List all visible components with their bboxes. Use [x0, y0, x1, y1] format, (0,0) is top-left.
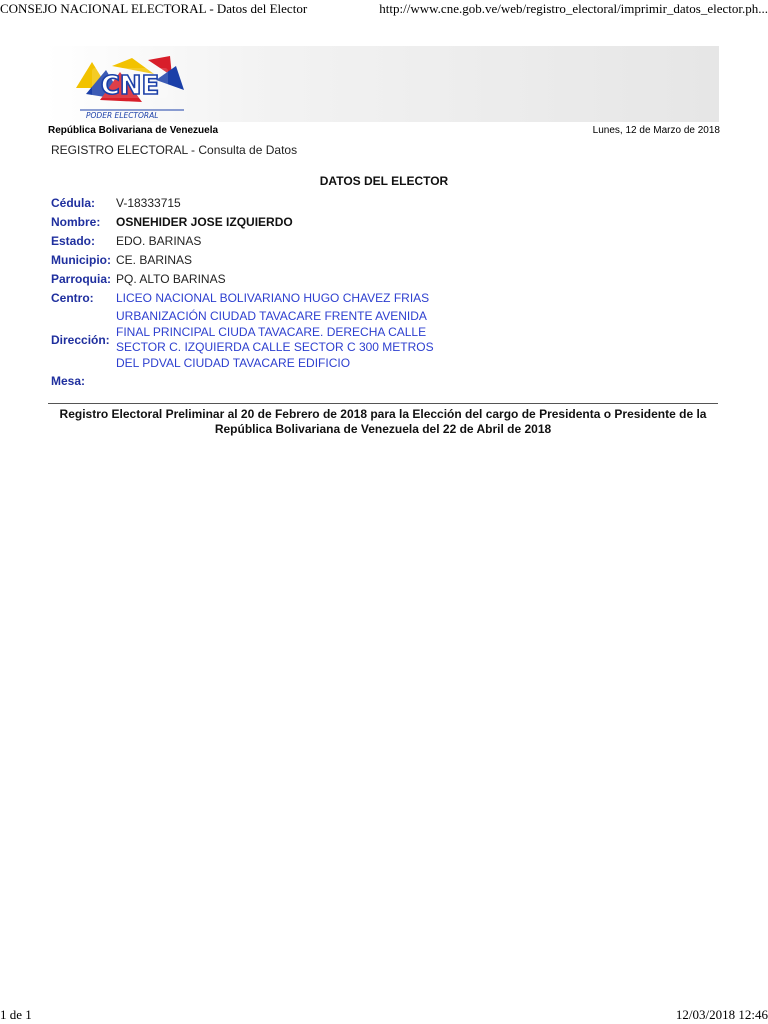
country-name: República Bolivariana de Venezuela: [48, 125, 219, 136]
nombre-label: Nombre:: [51, 215, 101, 229]
row-estado: [51, 233, 471, 249]
logo-tagline: PODER ELECTORAL: [86, 111, 159, 120]
header-banner: [46, 46, 719, 122]
cedula-label: Cédula:: [51, 196, 96, 210]
row-mesa: [51, 374, 471, 388]
row-parroquia: [51, 271, 471, 287]
divider: [48, 403, 718, 404]
section-title: DATOS DEL ELECTOR: [319, 174, 449, 188]
page-subtitle: REGISTRO ELECTORAL - Consulta de Datos: [51, 143, 298, 157]
logo-letters: CNE: [100, 71, 160, 101]
parroquia-value: PQ. ALTO BARINAS: [116, 272, 226, 286]
estado-value: EDO. BARINAS: [116, 234, 202, 248]
direccion-value: URBANIZACIÓN CIUDAD TAVACARE FRENTE AVENIDA FINAL PRINCIPAL CIUDA TAVACARE. DERECHA CALLE SECTOR C. IZQUIERDA CALLE SECTOR C 300 METROS DEL PDVAL CIUDAD TAVACARE EDIFICIO: [116, 309, 434, 370]
row-direccion: [51, 309, 471, 371]
cne-logo-icon: [72, 54, 192, 120]
elector-details: [51, 195, 471, 391]
print-header: [0, 0, 768, 20]
mesa-label: Mesa:: [51, 374, 86, 388]
nombre-value: OSNEHIDER JOSE IZQUIERDO: [116, 215, 293, 229]
print-header-url[interactable]: http://www.cne.gob.ve/web/registro_electoral/imprimir_datos_elector.ph...: [379, 1, 768, 16]
print-header-title: CONSEJO NACIONAL ELECTORAL - Datos del Elector: [0, 1, 308, 16]
municipio-label: Municipio:: [51, 253, 111, 267]
print-timestamp: 12/03/2018 12:46: [675, 1007, 768, 1022]
centro-value[interactable]: LICEO NACIONAL BOLIVARIANO HUGO CHAVEZ FRIAS: [116, 291, 430, 305]
registry-note: Registro Electoral Preliminar al 20 de Febrero de 2018 para la Elección del cargo de Presidenta o Presidente de la República Bolivariana de Venezuela del 22 de Abril de 2018: [59, 407, 707, 436]
estado-label: Estado:: [51, 234, 96, 248]
cedula-value: V-18333715: [116, 196, 181, 210]
row-municipio: [51, 252, 471, 268]
centro-label: Centro:: [51, 291, 94, 305]
report-date: Lunes, 12 de Marzo de 2018: [592, 125, 720, 136]
municipio-value: CE. BARINAS: [116, 253, 193, 267]
parroquia-label: Parroquia:: [51, 272, 112, 286]
row-centro: [51, 290, 471, 306]
row-nombre: [51, 214, 471, 230]
page-number: 1 de 1: [0, 1007, 32, 1022]
direccion-label: Dirección:: [51, 333, 110, 347]
row-cedula: [51, 195, 471, 211]
